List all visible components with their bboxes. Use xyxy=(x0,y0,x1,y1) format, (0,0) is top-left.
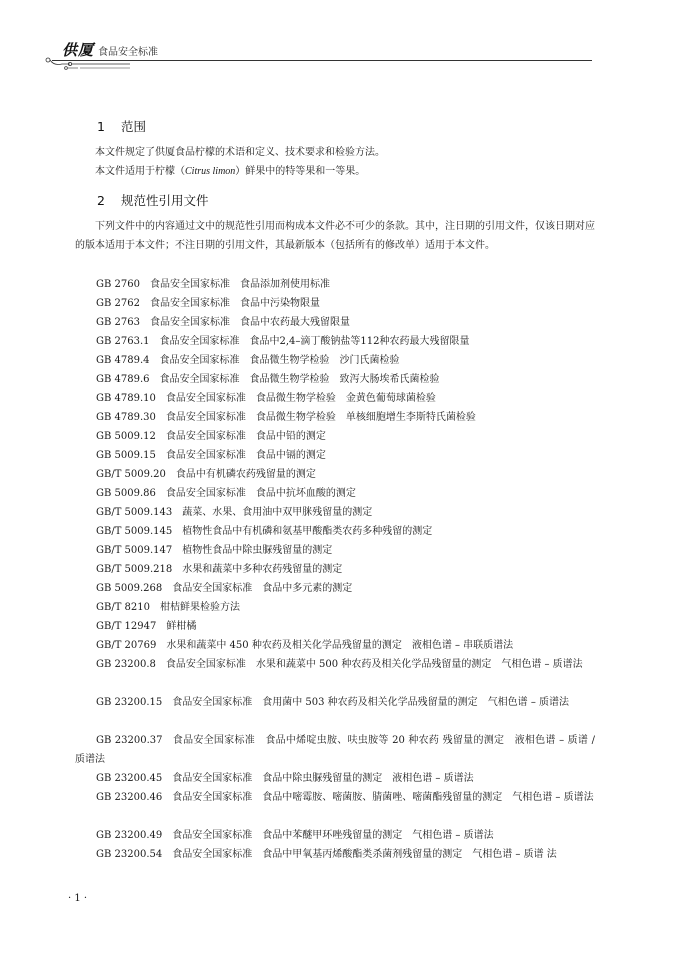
reference-part: 食品安全国家标准 xyxy=(172,830,253,841)
reference-item xyxy=(75,617,595,636)
reference-part: 食品中2,4–滴丁酸钠盐等112种农药最大残留限量 xyxy=(249,336,470,347)
reference-code: GB 5009.268 xyxy=(96,583,163,594)
reference-part: 食品安全国家标准 xyxy=(172,697,253,708)
reference-part: 食品微生物学检验 xyxy=(255,412,336,423)
reference-part: 食品安全国家标准 xyxy=(159,374,240,385)
reference-code: GB 4789.30 xyxy=(96,412,156,423)
reference-part: 食品安全国家标准 xyxy=(172,773,253,784)
reference-item xyxy=(75,484,595,503)
reference-item xyxy=(75,503,595,522)
section-2-intro: 下列文件中的内容通过文中的规范性引用而构成本文件必不可少的条款。其中，注日期的引用文件，仅该日期对应的版本适用于本文件；不注日期的引用文件，其最新版本（包括所有的修改单）适用于本文件。 xyxy=(75,221,595,251)
reference-part: 食品中铅的测定 xyxy=(255,431,326,442)
reference-part: 气相色谱 – 质谱法 xyxy=(487,697,570,708)
reference-code: GB 5009.86 xyxy=(96,488,156,499)
latin-name: Citrus limon xyxy=(185,166,236,177)
header-ornament xyxy=(40,52,150,76)
reference-part: 食用菌中 503 种农药及相关化学品残留量的测定 xyxy=(262,697,478,708)
reference-item xyxy=(75,408,595,427)
reference-code: GB/T 5009.145 xyxy=(96,526,173,537)
reference-part: 气相色谱 – 质谱法 xyxy=(501,659,583,670)
reference-part: 食品中甲氧基丙烯酸酯类杀菌剂残留量的测定 xyxy=(262,849,463,860)
reference-item xyxy=(75,275,595,294)
reference-item xyxy=(75,845,595,864)
header-brand: 供厦 xyxy=(62,41,95,59)
reference-part: 食品中除虫脲残留量的测定 xyxy=(262,773,383,784)
reference-part: 植物性食品中有机磷和氨基甲酸酯类农药多种残留的测定 xyxy=(182,526,433,537)
reference-item xyxy=(75,522,595,541)
reference-item xyxy=(75,826,595,845)
reference-code: GB/T 5009.218 xyxy=(96,564,173,575)
reference-code: GB/T 8210 xyxy=(96,602,151,613)
section-1-heading xyxy=(97,117,146,135)
reference-part: 沙门氏菌检验 xyxy=(339,355,400,366)
reference-item xyxy=(75,579,595,598)
reference-part: 食品安全国家标准 xyxy=(172,792,253,803)
reference-part: 食品安全国家标准 xyxy=(149,279,230,290)
section-2-number: 2 xyxy=(97,193,105,208)
reference-item xyxy=(75,351,595,370)
reference-part: 气相色谱 – 质谱法 xyxy=(512,792,594,803)
reference-item xyxy=(75,769,595,788)
reference-part: 食品中农药最大残留限量 xyxy=(239,317,350,328)
reference-part: 食品中苯醚甲环唑残留量的测定 xyxy=(262,830,403,841)
section-2-title: 规范性引用文件 xyxy=(120,193,209,208)
reference-part: 食品添加剂使用标准 xyxy=(239,279,330,290)
reference-part: 水果和蔬菜中 500 种农药及相关化学品残留量的测定 xyxy=(255,659,492,670)
header-subtitle: 食品安全标准 xyxy=(98,47,158,58)
reference-part: 食品中多元素的测定 xyxy=(262,583,353,594)
reference-item xyxy=(75,332,595,351)
reference-part: 食品安全国家标准 xyxy=(172,583,253,594)
reference-code: GB 5009.15 xyxy=(96,450,156,461)
reference-part: 单核细胞增生李斯特氏菌检验 xyxy=(345,412,476,423)
reference-part: 食品中有机磷农药残留量的测定 xyxy=(175,469,316,480)
reference-code: GB 23200.37 xyxy=(96,735,163,746)
reference-item xyxy=(75,313,595,332)
reference-item xyxy=(75,370,595,389)
reference-part: 气相色谱 – 质谱 法 xyxy=(472,849,557,860)
reference-item xyxy=(75,294,595,313)
reference-code: GB 4789.6 xyxy=(96,374,150,385)
reference-part: 液相色谱 – 质谱 / 质谱法 xyxy=(75,735,596,765)
reference-item xyxy=(75,693,595,712)
reference-part: 水果和蔬菜中 450 种农药及相关化学品残留量的测定 xyxy=(166,640,402,651)
reference-item xyxy=(75,655,595,674)
reference-part: 食品安全国家标准 xyxy=(172,849,253,860)
reference-code: GB 2763 xyxy=(96,317,140,328)
section-1-para-2 xyxy=(75,162,595,181)
section-1-para-1: 本文件规定了供厦食品柠檬的术语和定义、技术要求和检验方法。 xyxy=(95,147,385,158)
reference-code: GB 23200.54 xyxy=(96,849,163,860)
reference-part: 食品微生物学检验 xyxy=(249,355,330,366)
reference-item xyxy=(75,465,595,484)
reference-code: GB 4789.10 xyxy=(96,393,156,404)
reference-part: 食品安全国家标准 xyxy=(159,336,240,347)
reference-item xyxy=(75,731,595,769)
para-2-prefix: 本文件适用于柠檬（ xyxy=(95,166,185,177)
reference-part: 食品中嘧霉胺、嘧菌胺、腈菌唑、嘧菌酯残留量的测定 xyxy=(262,792,503,803)
reference-part: 柑桔鲜果检验方法 xyxy=(160,602,241,613)
reference-part: 食品安全国家标准 xyxy=(149,317,230,328)
reference-code: GB/T 5009.20 xyxy=(96,469,166,480)
reference-part: 金黄色葡萄球菌检验 xyxy=(345,393,436,404)
reference-part: 鲜柑橘 xyxy=(166,621,197,632)
reference-code: GB/T 5009.143 xyxy=(96,507,173,518)
reference-item xyxy=(75,788,595,807)
reference-code: GB/T 12947 xyxy=(96,621,157,632)
reference-part: 食品安全国家标准 xyxy=(165,431,246,442)
reference-item xyxy=(75,636,595,655)
reference-code: GB 4789.4 xyxy=(96,355,150,366)
reference-code: GB 23200.49 xyxy=(96,830,163,841)
reference-item xyxy=(75,427,595,446)
reference-part: 食品安全国家标准 xyxy=(165,488,246,499)
reference-part: 植物性食品中除虫脲残留量的测定 xyxy=(182,545,333,556)
reference-code: GB 23200.46 xyxy=(96,792,163,803)
reference-code: GB 23200.8 xyxy=(96,659,156,670)
reference-part: 食品安全国家标准 xyxy=(172,735,256,746)
reference-part: 致泻大肠埃希氏菌检验 xyxy=(339,374,440,385)
reference-item xyxy=(75,560,595,579)
reference-part: 蔬菜、水果、食用油中双甲脒残留量的测定 xyxy=(182,507,373,518)
reference-part: 食品安全国家标准 xyxy=(165,393,246,404)
reference-part: 气相色谱 – 质谱法 xyxy=(412,830,494,841)
reference-part: 食品安全国家标准 xyxy=(149,298,230,309)
section-1-number: 1 xyxy=(97,119,105,134)
reference-part: 食品中抗坏血酸的测定 xyxy=(255,488,356,499)
reference-item xyxy=(75,389,595,408)
reference-part: 食品安全国家标准 xyxy=(159,355,240,366)
reference-item xyxy=(75,446,595,465)
reference-part: 食品安全国家标准 xyxy=(165,412,246,423)
reference-item xyxy=(75,598,595,617)
reference-part: 水果和蔬菜中多种农药残留量的测定 xyxy=(182,564,343,575)
section-1-title: 范围 xyxy=(120,119,146,134)
reference-code: GB/T 20769 xyxy=(96,640,157,651)
reference-code: GB 2760 xyxy=(96,279,140,290)
section-2-heading xyxy=(97,191,209,209)
reference-code: GB 23200.15 xyxy=(96,697,163,708)
reference-code: GB 23200.45 xyxy=(96,773,163,784)
reference-part: 食品安全国家标准 xyxy=(165,659,246,670)
reference-part: 食品中烯啶虫胺、呋虫胺等 20 种农药 残留量的测定 xyxy=(265,735,505,746)
reference-part: 液相色谱 – 质谱法 xyxy=(392,773,474,784)
reference-part: 食品微生物学检验 xyxy=(255,393,336,404)
reference-code: GB/T 5009.147 xyxy=(96,545,173,556)
reference-part: 液相色谱 – 串联质谱法 xyxy=(411,640,514,651)
reference-part: 食品中污染物限量 xyxy=(239,298,320,309)
reference-code: GB 5009.12 xyxy=(96,431,156,442)
reference-code: GB 2763.1 xyxy=(96,336,150,347)
reference-code: GB 2762 xyxy=(96,298,140,309)
page-number: · 1 · xyxy=(68,893,88,904)
reference-item xyxy=(75,541,595,560)
reference-part: 食品中镉的测定 xyxy=(255,450,326,461)
para-2-suffix: ）鲜果中的特等果和一等果。 xyxy=(235,166,366,177)
reference-part: 食品安全国家标准 xyxy=(165,450,246,461)
reference-part: 食品微生物学检验 xyxy=(249,374,330,385)
